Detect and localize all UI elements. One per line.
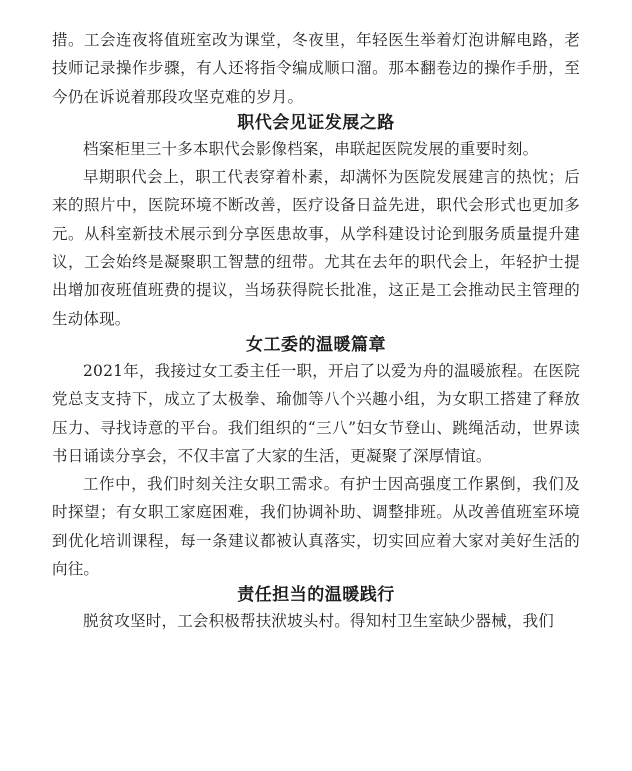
section-heading-workers-congress: 职代会见证发展之路 [237, 112, 395, 133]
article-page [52, 0, 580, 636]
section2-paragraph-2: 工作中，我们时刻关注女职工需求。有护士因高强度工作累倒，我们及时探望；有女职工家庭困难，我们协调补助、调整排班。从改善值班室环境到优化培训课程，每一条建议都被认真落实，切实回应着大家对美好生活的向往。 [52, 475, 580, 579]
section-heading-responsibility: 责任担当的温暖践行 [237, 585, 395, 606]
section3-paragraph-1: 脱贫攻坚时，工会积极帮扶洑坡头村。得知村卫生室缺少器械，我们 [83, 612, 555, 631]
section1-paragraph-2: 早期职代会上，职工代表穿着朴素，却满怀为医院发展建言的热忱；后来的照片中，医院环境不断改善，医疗设备日益先进，职代会形式也更加多元。从科室新技术展示到分享医患故事，从学科建设讨论到服务质量提升建议，工会始终是凝聚职工智慧的纽带。尤其在去年的职代会上，年轻护士提出增加夜班值班费的提议，当场获得院长批准，这正是工会推动民主管理的生动体现。 [52, 168, 580, 328]
section2-paragraph-1: 2021年，我接过女工委主任一职，开启了以爱为舟的温暖旅程。在医院党总支支持下，成立了太极拳、瑜伽等八个兴趣小组，为女职工搭建了释放压力、寻找诗意的平台。我们组织的“三八”妇女节登山、跳绳活动，世界读书日诵读分享会，不仅丰富了大家的生活，更凝聚了深厚情谊。 [52, 361, 580, 465]
intro-paragraph: 措。工会连夜将值班室改为课堂，冬夜里，年轻医生举着灯泡讲解电路，老技师记录操作步骤，有人还将指令编成顺口溜。那本翻卷边的操作手册，至今仍在诉说着那段攻坚克难的岁月。 [52, 31, 580, 106]
section1-paragraph-1: 档案柜里三十多本职代会影像档案，串联起医院发展的重要时刻。 [83, 139, 539, 158]
section-heading-women-committee: 女工委的温暖篇章 [246, 334, 386, 355]
